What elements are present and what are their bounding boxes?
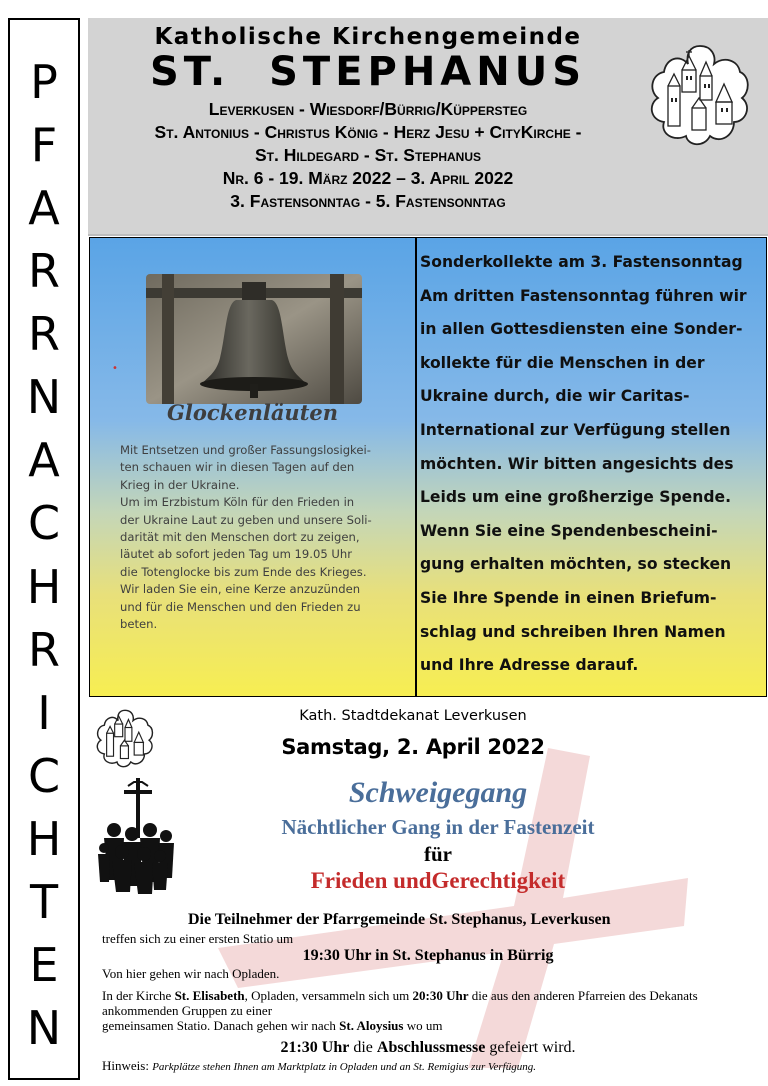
side-title-pfarrnachrichten xyxy=(8,18,80,1080)
glocken-line: läutet ab sofort jeden Tag um 19.05 Uhr xyxy=(120,547,353,562)
glocken-line: die Totenglocke bis zum Ende des Krieges. xyxy=(120,564,367,579)
event-cause: Frieden undGerechtigkeit xyxy=(310,868,566,893)
glocken-line: Wir laden Sie ein, eine Kerze anzuzünden xyxy=(120,582,361,597)
event-for: für xyxy=(424,842,452,866)
schweigegang-section xyxy=(88,698,768,1086)
glocken-title: Glockenläuten xyxy=(166,400,339,425)
glocken-line: und für die Menschen und den Frieden zu xyxy=(120,599,361,614)
kollekte-line: kollekte für die Menschen in der xyxy=(420,353,705,372)
side-letter: E xyxy=(29,938,59,993)
parish-churches-logo-icon xyxy=(646,42,754,150)
kollekte-line: in allen Gottesdiensten eine Sonder- xyxy=(420,320,743,339)
issue-line: Nr. 6 - 19. März 2022 – 3. April 2022 xyxy=(222,168,514,188)
kollekte-line: und Ihre Adresse darauf. xyxy=(420,656,639,675)
church-name: St. Aloysius xyxy=(339,1018,404,1033)
kollekte-heading: Sonderkollekte am 3. Fastensonntag xyxy=(420,253,743,271)
side-letter: T xyxy=(29,875,59,930)
glocken-line: der Ukraine Laut zu geben und unsere Soli- xyxy=(120,512,372,527)
side-letter: A xyxy=(28,433,60,488)
side-letter: N xyxy=(26,370,62,425)
text-run: gemeinsamen Statio. Danach gehen wir nach xyxy=(102,1018,340,1033)
text-run: , versammeln sich um xyxy=(295,988,413,1003)
route-line: Von hier gehen wir nach Opladen. xyxy=(102,966,280,981)
parking-hint xyxy=(102,1058,536,1074)
kollekte-line: gung erhalten möchten, so stecken xyxy=(420,555,732,574)
hint-text: Parkplätze stehen Ihnen am Marktplatz in Opladen und an St. Remigius zur Verfügung. xyxy=(152,1061,536,1073)
text-run: wo um xyxy=(403,1018,443,1033)
side-letter: I xyxy=(37,685,51,740)
procession-cross-icon xyxy=(98,778,178,894)
side-letter: C xyxy=(27,496,61,551)
mass-time: 21:30 Uhr xyxy=(280,1039,350,1056)
side-letter: A xyxy=(28,180,60,235)
red-dot-mark: • xyxy=(112,363,118,374)
column-divider xyxy=(415,238,417,696)
text-run: die xyxy=(349,1039,377,1056)
kollekte-line: Sie Ihre Spende in einen Briefum- xyxy=(420,588,717,607)
side-letter: H xyxy=(26,559,62,614)
mass-line xyxy=(88,1039,768,1057)
bell-photo-icon xyxy=(146,274,362,404)
side-letter: R xyxy=(28,243,60,298)
side-letter: C xyxy=(27,748,61,803)
text-run: die aus den anderen Pfarreien des Dekanats ankommenden Gruppen zu einer xyxy=(102,988,698,1018)
ukraine-box xyxy=(89,237,767,697)
kollekte-line: schlag und schreiben Ihren Namen xyxy=(420,622,726,641)
parish-label: Katholische Kirchengemeinde xyxy=(154,24,582,50)
masthead-text xyxy=(88,24,648,213)
event-date: Samstag, 2. April 2022 xyxy=(281,735,545,759)
event-subtitle: Nächtlicher Gang in der Fastenzeit xyxy=(281,815,595,839)
churches-line-2: St. Hildegard - St. Stephanus xyxy=(255,145,481,165)
side-letter: R xyxy=(28,307,60,362)
glocken-line: Krieg in der Ukraine. xyxy=(120,477,240,492)
mass-name: Abschlussmesse xyxy=(376,1039,486,1056)
text-run: , Opladen xyxy=(244,988,296,1003)
first-statio-time: 19:30 Uhr in St. Stephanus in Bürrig xyxy=(302,947,554,964)
statio-paragraph xyxy=(102,988,762,1033)
participants-line: Die Teilnehmer der Pfarrgemeinde St. Stephanus, Leverkusen xyxy=(188,911,611,928)
meeting-line: treffen sich zu einer ersten Statio um xyxy=(102,931,294,946)
church-name: St. Elisabeth xyxy=(174,988,245,1003)
sundays-line: 3. Fastensonntag - 5. Fastensonntag xyxy=(230,191,506,211)
text-run: gefeiert wird. xyxy=(485,1039,576,1056)
side-letter: H xyxy=(26,812,62,867)
location-line: Leverkusen - Wiesdorf/Bürrig/Küppersteg xyxy=(208,99,528,119)
event-title: Schweigegang xyxy=(348,776,528,809)
kollekte-line: möchten. Wir bitten angesichts des xyxy=(420,454,734,473)
kollekte-line: Wenn Sie eine Spendenbescheini- xyxy=(420,521,718,540)
kollekte-line: International zur Verfügung stellen xyxy=(420,420,731,439)
glocken-text xyxy=(120,442,400,633)
side-letter: R xyxy=(28,622,60,677)
side-letter: P xyxy=(30,54,58,109)
glocken-line: ten schauen wir in diesen Tagen auf den xyxy=(120,460,355,475)
statio-time: 20:30 Uhr xyxy=(412,988,469,1003)
side-letter: N xyxy=(26,1001,62,1056)
text-run: In der Kirche xyxy=(102,988,175,1003)
kollekte-line: Am dritten Fastensonntag führen wir xyxy=(420,286,747,305)
sonderkollekte-text xyxy=(420,246,764,683)
side-letter: F xyxy=(30,117,58,172)
organizer: Kath. Stadtdekanat Leverkusen xyxy=(299,708,527,724)
glocken-line: Um im Erzbistum Köln für den Frieden in xyxy=(120,495,355,510)
glocken-line: Mit Entsetzen und großer Fassungslosigkei- xyxy=(120,443,371,457)
masthead xyxy=(88,18,768,236)
kollekte-line: Leids um eine großherzige Spende. xyxy=(420,488,732,507)
hint-label: Hinweis: xyxy=(102,1058,153,1073)
glocken-line: beten. xyxy=(120,617,158,632)
glocken-line: darität mit den Menschen dort zu zeigen, xyxy=(120,530,360,545)
kollekte-line: Ukraine durch, die wir Caritas- xyxy=(420,387,690,406)
parish-name: ST. STEPHANUS xyxy=(149,49,587,95)
churches-line: St. Antonius - Christus König - Herz Jesu + CityKirche - xyxy=(154,122,582,142)
